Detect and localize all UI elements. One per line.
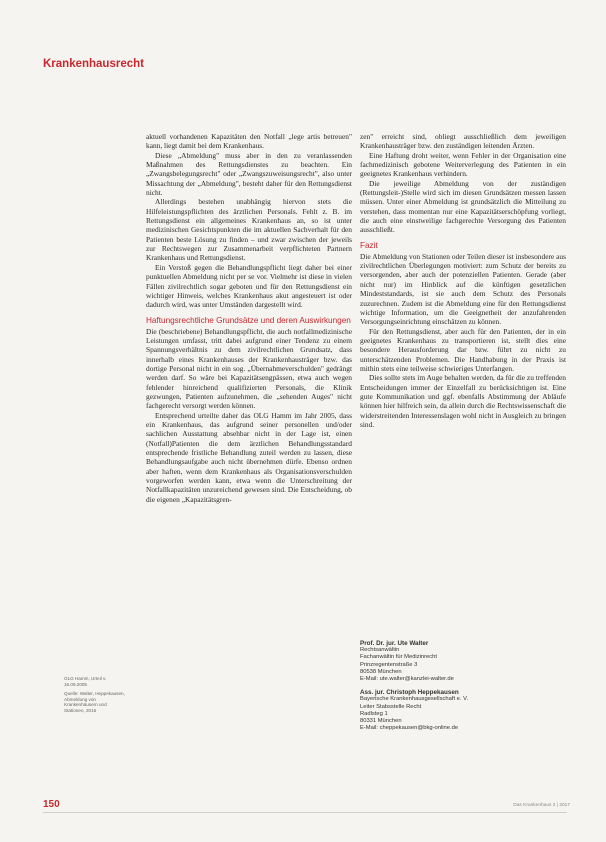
paragraph: Ein Verstoß gegen die Behandlungspflicht liegt daher bei einer punktuellen Abmeldung nicht per se vor. Vielmehr ist diese in vielen Fällen zivilrechtlich sogar geboten und für den Rettungsdienst ein wichtiger Hinweis, welches Krankenhaus akut angesteuert ist oder dadurch wird, was unter Umständen dargestellt wird. (146, 262, 352, 310)
author-line: Prinzregentenstraße 3 (360, 661, 418, 668)
author-block (360, 640, 566, 738)
section-title: Krankenhausrecht (43, 58, 144, 70)
author-line: Fachanwältin für Medizinrecht (360, 654, 438, 661)
right-column (360, 132, 566, 429)
sidebar-footnote (64, 676, 126, 714)
author-entry (360, 689, 566, 732)
paragraph: Die Abmeldung von Stationen oder Teilen dieser ist insbesondere aus zivilrechtlichen Überlegungen motiviert: zum Schutz der bereits zu versorgenden, aber auch der potenziellen Patienten. Gerade (aber nicht nur) im Hinblick auf die künftigen gesetzlichen Mindeststandards, ist sie auch dem Schutz des Personals zuzurechnen. Zudem ist die Abmeldung eine für den Rettungsdienst wichtige Information, um die Geeignetheit der anzufahrenden Versorgungseinrichtung einschätzen zu können. (360, 251, 566, 327)
paragraph: Entsprechend urteilte daher das OLG Hamm im Jahr 2005, dass ein Krankenhaus, das aufgrund seiner personellen und/oder sachlichen Ausstattung absehbar nicht in der Lage ist, einen (Notfall)Patienten die dem ärztlichen Behandlungsstandard entsprechende fristliche Behandlung zuteil werden zu lassen, diese Behandlungsaufgabe auch nicht übernehmen dürfe. Ebenso ordnen aber haften, wenn dem Krankenhaus als Organisationsverschulden vorgeworfen werden kann, etwa wenn die Unterschreitung der Notfallkapazitäten unzureichend gewesen sind. Die Entscheidung, ob die eigenen „Kapazitätsgren- (146, 410, 352, 504)
author-email: E-Mail: cheppekausen@bkg-online.de (360, 725, 459, 732)
journal-reference: Das Krankenhaus 2 | 2017 (513, 803, 570, 808)
left-column (146, 132, 352, 504)
paragraph: aktuell vorhandenen Kapazitäten den Notfall „lege artis betreuen" kann, liegt damit bei dem Krankenhaus. (146, 132, 352, 151)
author-email: E-Mail: ute.walter@kanzlei-walter.de (360, 676, 454, 683)
author-line: Radlsteg 1 (360, 710, 388, 717)
paragraph: zen" erreicht sind, obliegt ausschließlich dem jeweiligen Krankenhausträger bzw. den zuständigen leitenden Ärzten. (360, 132, 566, 151)
page-number: 150 (43, 799, 60, 810)
paragraph: Eine Haftung droht weiter, wenn Fehler in der Organisation eine fachmedizinisch gebotene Weiterverlegung des Patienten in ein geeignetes Krankenhaus verhindern. (360, 150, 566, 179)
paragraph: Diese „Abmeldung" muss aber in den zu veranlassenden Maßnahmen des Rettungsdienstes zu beachten. Ein „Zwangsbelegungsrecht" oder „Zwangszuweisungsrecht", also unter Missachtung der „Abmeldung", besteht daher für den Rettungsdienst nicht. (146, 150, 352, 198)
author-name: Ass. jur. Christoph Heppekausen (360, 689, 459, 697)
section-heading: Haftungsrechtliche Grundsätze und deren Auswirkungen (146, 315, 351, 325)
author-line: 80538 München (360, 668, 402, 675)
author-entry (360, 640, 566, 683)
paragraph: Die (beschriebene) Behandlungspflicht, die auch notfallmedizinische Leistungen umfasst, tritt dabei aufgrund einer Tendenz zu einem Spannungsverhältnis zu dem zivilrechtlichen Grundsatz, dass innerhalb eines Krankenhauses der Krankenhausträger bzw. das dortige Personal nicht in ein sog. „Übernahmeverschulden" gedrängt werden darf. So wäre bei Kapazitätsengpässen, etwa auch wegen fehlender hinreichend qualifizierten Personals, die Klinik gezwungen, Patienten aufzunehmen, die „sehenden Auges" nicht fachgerecht versorgt werden können. (146, 326, 352, 411)
footnote-line: Quelle: Walter, Heppekausen, Abmeldung von Krankenhäusern und Stationen, 2016 (64, 691, 125, 713)
section-heading-fazit: Fazit (360, 240, 378, 250)
paragraph: Die jeweilige Abmeldung von der zuständigen (Rettungsleit-)Stelle wird sich im diesen Grundsätzen messen lassen müssen. Unter einer Abmeldung ist grundsätzlich die Mitteilung zu verstehen, dass momentan nur eine Kapazitätserschöpfung vorliegt, die auch eine einstweilige fachgerechte Versorgung des Patienten ausschließt. (360, 178, 566, 235)
footer-divider (43, 812, 567, 813)
paragraph: Dies sollte stets im Auge behalten werden, da für die zu treffenden Entscheidungen immer der Einzelfall zu berücksichtigen ist. Eine gute Kommunikation und ggf. ebenfalls Abstimmung der Abläufe können hier hilfreich sein, da allein durch die Rechtswissenschaft die widerstreitenden Interessenslagen wohl nicht in Ausgleich zu bringen sind. (360, 373, 566, 429)
paragraph: Für den Rettungsdienst, aber auch für den Patienten, der in ein geeignetes Krankenhaus zu transportieren ist, stellt dies eine besondere Herausforderung dar bzw. führt zu nicht zu unterschätzenden Problemen. Die Handhabung in der Praxis ist mithin stets eine teilweise schwieriges Unterfangen. (360, 326, 566, 373)
author-line: Bayerische Krankenhausgesellschaft e. V. (360, 696, 469, 703)
author-name: Prof. Dr. jur. Ute Walter (360, 640, 429, 647)
footnote-line: OLG Hamm, Urteil v. 16.09.2005 (64, 676, 107, 687)
author-line: 80331 München (360, 718, 402, 725)
author-line: Leiter Stabsstelle Recht (360, 703, 422, 710)
author-line: Rechtsanwältin (360, 647, 400, 654)
paragraph: Allerdings bestehen unabhängig hiervon stets die Hilfeleistungspflichten des ärztlichen Personals. Fehlt z. B. im Rettungsdienst ein allgemeines Krankenhaus an, so ist unter medizinischen Gesichtspunkten die im aktuellen Sachverhalt für den Patienten beste Lösung zu finden – und zwar zwischen der jeweils zur Rechtswegen zur Zusammenarbeit verpflichteten Partnern Krankenhaus und Rettungsdienst. (146, 197, 352, 263)
